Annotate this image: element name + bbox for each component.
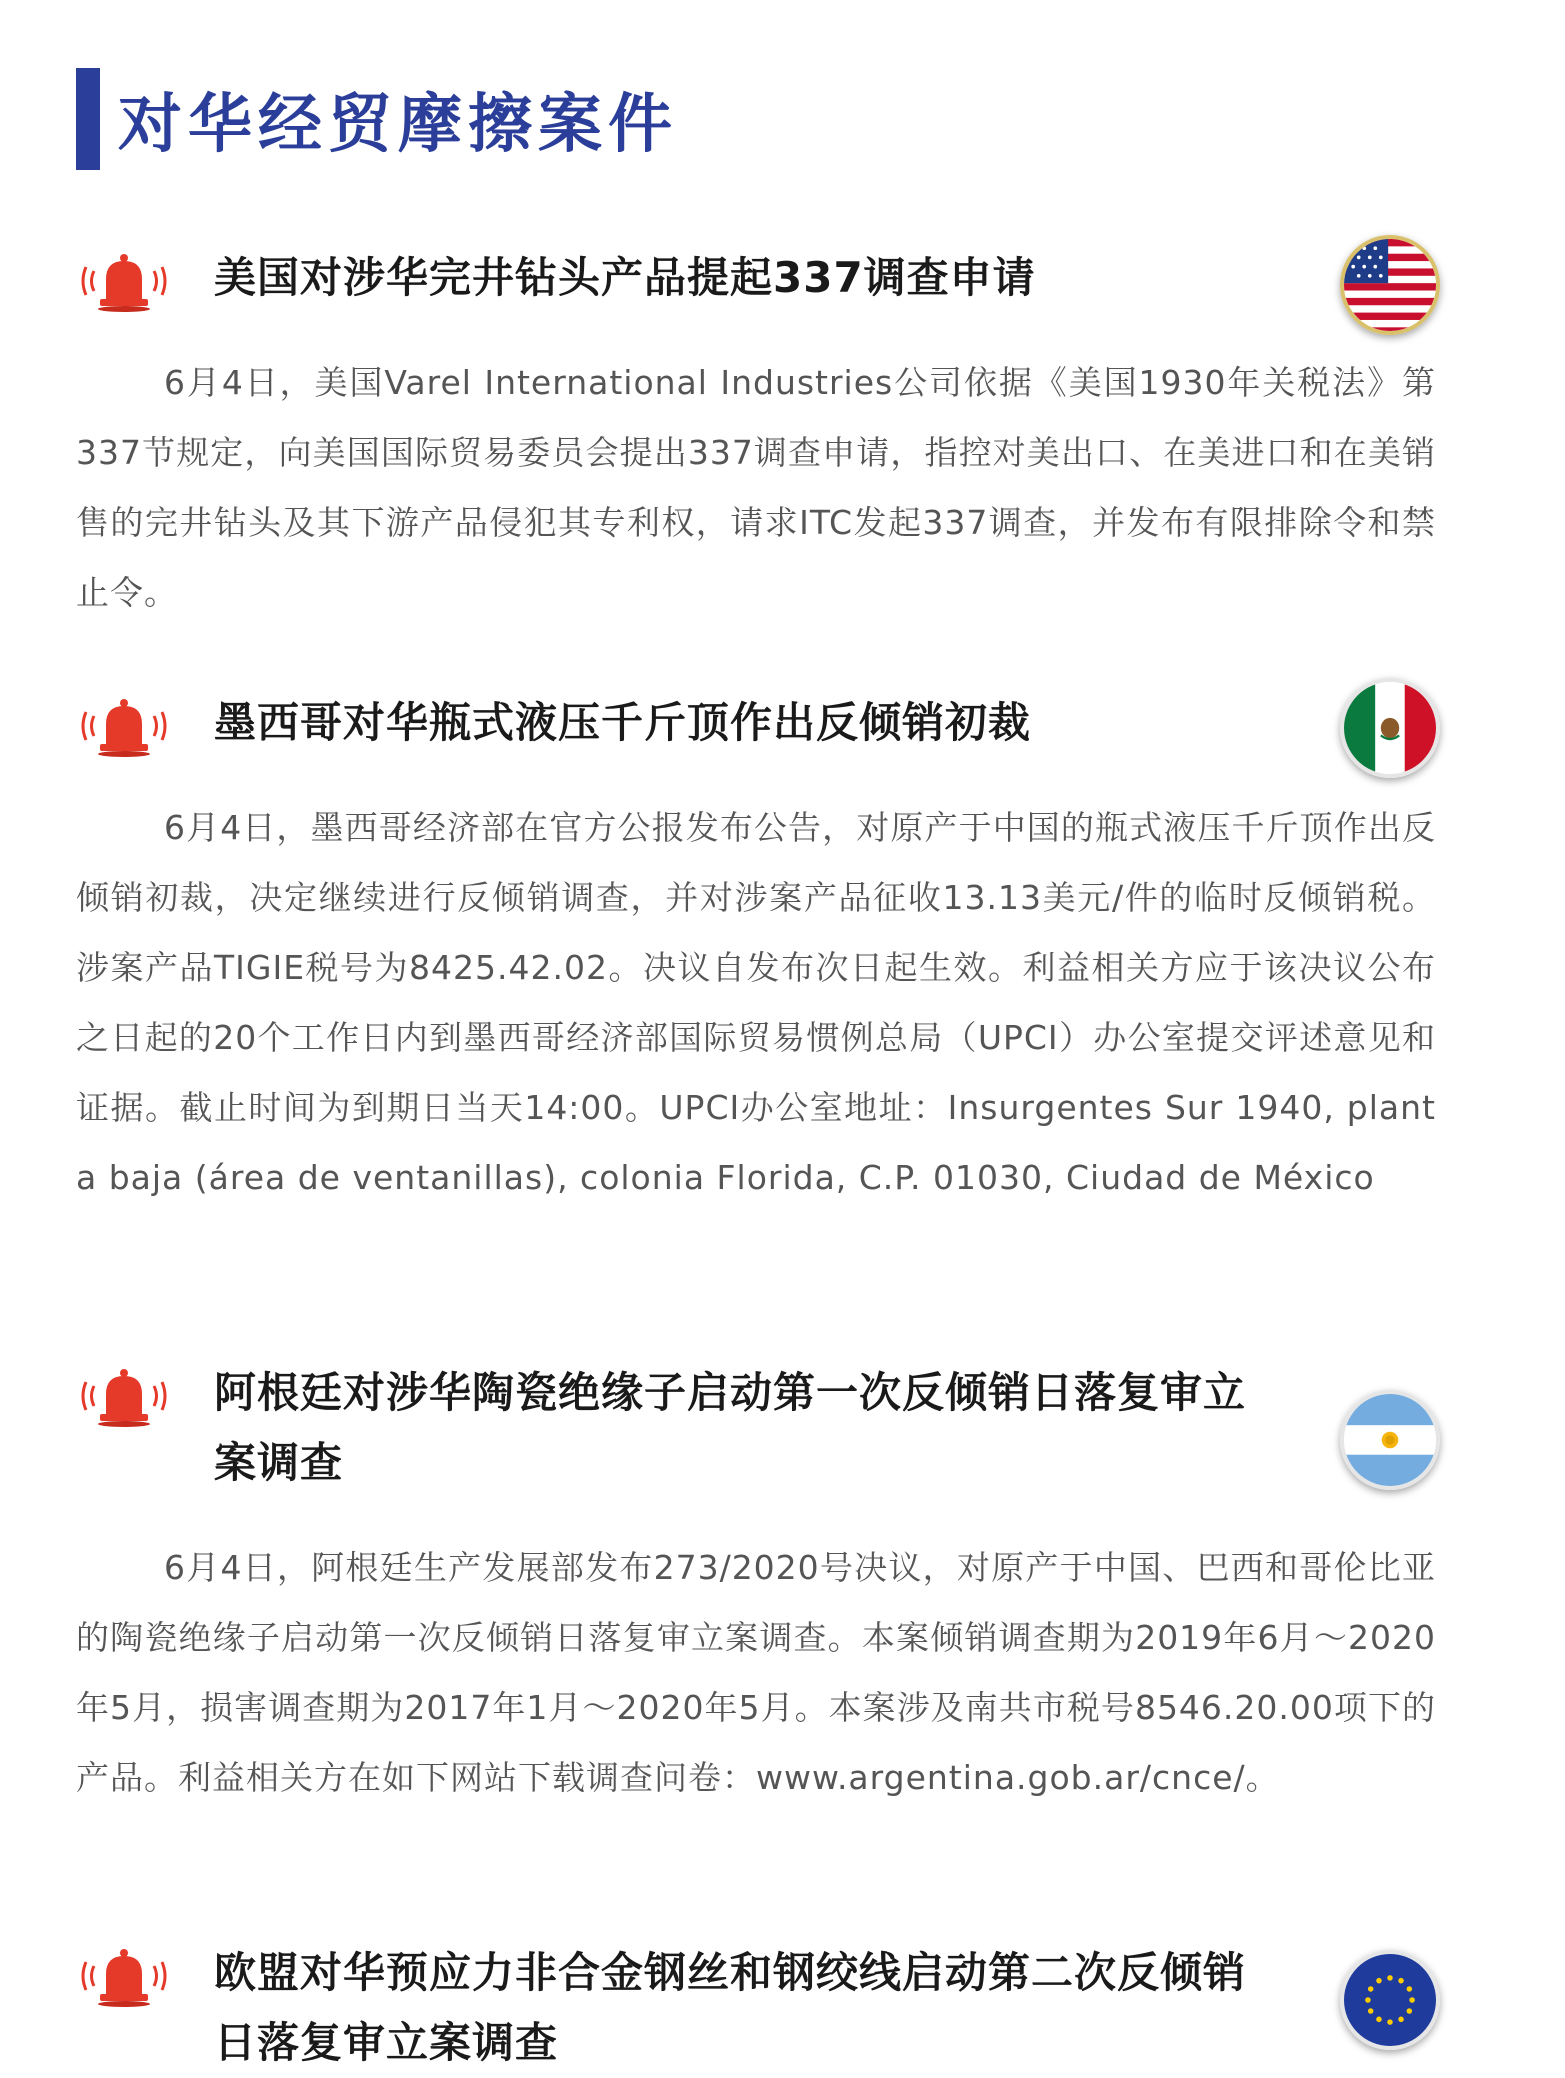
case-headline: 阿根廷对涉华陶瓷绝缘子启动第一次反倾销日落复审立案调查 <box>214 1368 1247 1487</box>
case-headline: 墨西哥对华瓶式液压千斤顶作出反倾销初裁 <box>214 698 1032 747</box>
alarm-bell-icon <box>76 1364 172 1428</box>
page-title: 对华经贸摩擦案件 <box>118 88 678 162</box>
case-body: 6月4日，阿根廷生产发展部发布273/2020号决议，对原产于中国、巴西和哥伦比亚的陶瓷绝缘子启动第一次反倾销日落复审立案调查。本案倾销调查期为2019年6月～2020年5月，损害调查期为2017年1月～2020年5月。本案涉及南共市税号8546.20.00项下的产品。利益相关方在如下网站下载调查问卷：www.argentina.gob.ar/cnce/。 <box>76 1548 1436 1797</box>
mexico-flag-icon <box>1340 678 1440 778</box>
case-headline: 欧盟对华预应力非合金钢丝和钢绞线启动第二次反倾销日落复审立案调查 <box>214 1948 1247 2067</box>
page-title-block <box>76 68 678 170</box>
case-body: 6月4日，美国Varel International Industries公司依据《美国1930年关税法》第337节规定，向美国国际贸易委员会提出337调查申请，指控对美出口、在美进口和在美销售的完井钻头及其下游产品侵犯其专利权，请求ITC发起337调查，并发布有限排除令和禁止令。 <box>76 363 1436 612</box>
title-accent-bar <box>76 68 100 170</box>
eu-flag-icon <box>1340 1950 1440 2050</box>
case-headline: 美国对涉华完井钻头产品提起337调查申请 <box>214 253 1036 302</box>
alarm-bell-icon <box>76 694 172 758</box>
argentina-flag-icon <box>1340 1390 1440 1490</box>
case-body: 6月4日，墨西哥经济部在官方公报发布公告，对原产于中国的瓶式液压千斤顶作出反倾销初裁，决定继续进行反倾销调查，并对涉案产品征收13.13美元/件的临时反倾销税。涉案产品TIGIE税号为8425.42.02。决议自发布次日起生效。利益相关方应于该决议公布之日起的20个工作日内到墨西哥经济部国际贸易惯例总局（UPCI）办公室提交评述意见和证据。截止时间为到期日当天14:00。UPCI办公室地址：Insurgentes Sur 1940, planta baja (área de ventanillas), colonia Florida, C.P. 01030, Ciudad de México <box>76 808 1436 1197</box>
usa-flag-icon <box>1340 235 1440 335</box>
alarm-bell-icon <box>76 249 172 313</box>
alarm-bell-icon <box>76 1944 172 2008</box>
